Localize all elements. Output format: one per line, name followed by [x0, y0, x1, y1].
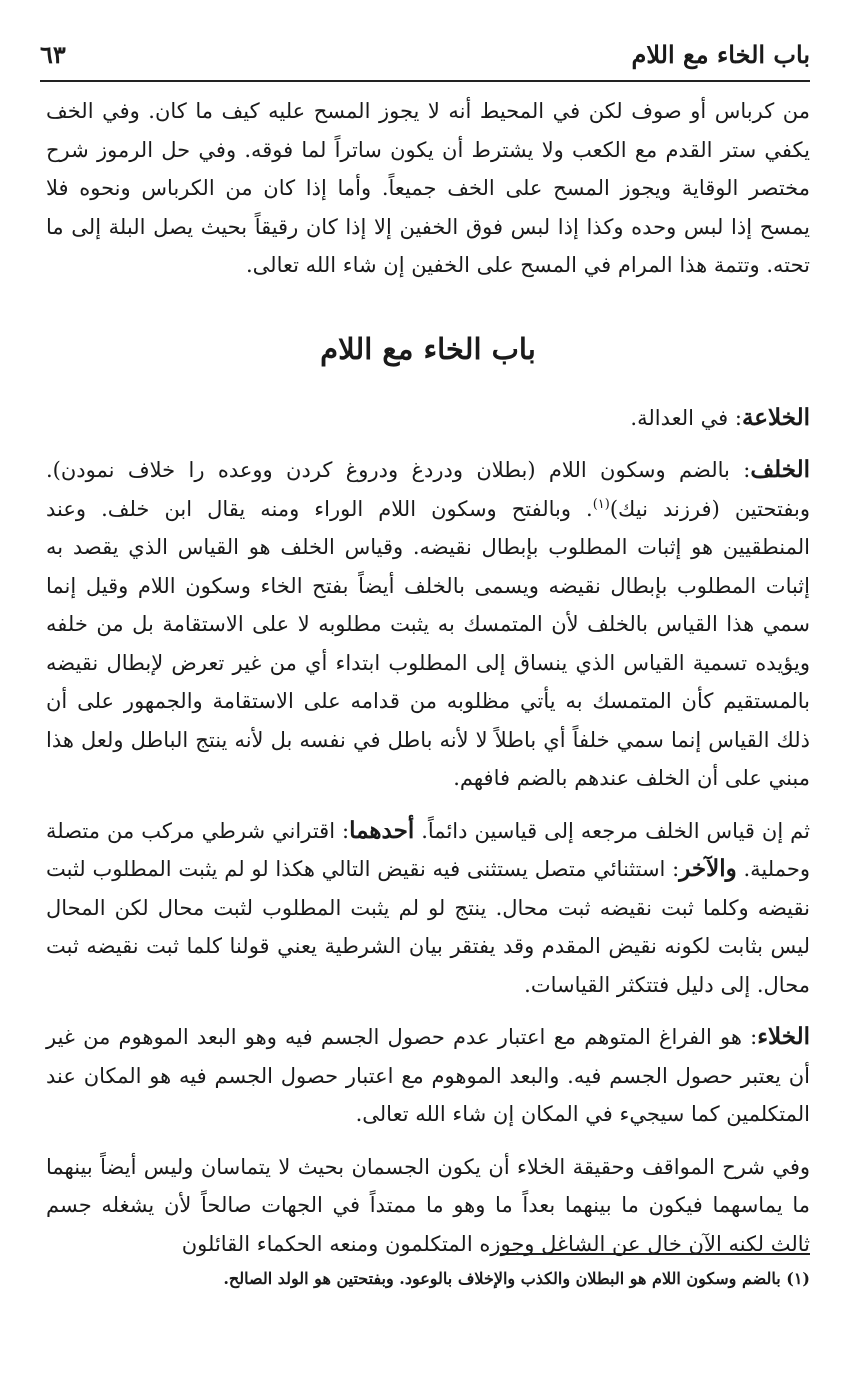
page-number: ٦٣ — [40, 39, 66, 69]
footnote-rule — [500, 1253, 810, 1255]
entry-text: : استثنائي متصل يستثنى فيه نقيض التالي هكذا لو لم يثبت المطلوب لثبت نقيضه وكلما ثبت نقيضه ثبت محال. ينتج لو لم يثبت المطلوب لثبت محال لكن المحال ليس بثابت لكونه نقيض المقدم وقد يفتقر بيان الشرطية يعني قولنا كلما ثبت نقيضه ثبت محال. إلى دليل فتتكثر القياسات. — [46, 857, 810, 997]
entry-khalaa-void-continuation: وفي شرح المواقف وحقيقة الخلاء أن يكون الجسمان بحيث لا يتماسان وليس أيضاً بينهما ما يماسهما فيكون ما بينهما بعداً ما وهو ما ممتداً في الجهات صالحاً لأن يشغله جسم ثالث لكنه الآن خال عن الشاغل وجوزه المتكلمون ومنعه الحكماء القائلون — [46, 1154, 810, 1256]
inline-term-first: أحدهما — [349, 816, 415, 844]
entry-term: الخلاء — [757, 1023, 810, 1050]
entry-text: هو الفراغ المتوهم مع اعتبار عدم حصول الجسم فيه وهو البعد الموهوم من غير أن يعتبر حصول الجسم فيه. والبعد الموهوم مع اعتبار حصول الجسم فيه هو المكان عند المتكلمين كما سيجيء في المكان إن شاء الله تعالى. — [46, 1025, 810, 1126]
entry-khalaa-void — [46, 1018, 810, 1134]
running-title: باب الخاء مع اللام — [631, 39, 810, 69]
term-separator: : — [741, 1025, 758, 1049]
body-text — [46, 92, 810, 1263]
entry-text-continued: . وبالفتح وسكون اللام الوراء ومنه يقال ابن خلف. وعند المنطقيين هو إثبات المطلوب بإبطال نقيضه. وقياس الخلف هو القياس الذي يقصد به إثبات المطلوب بإبطال نقيضه ويسمى بالخلف أيضاً بفتح الخاء وسكون اللام وقيل إنما سمي هذا القياس بالخلف لأن المتمسك به يثبت مطلوبه لا على الاستقامة بل من خلفه ويؤيده تسمية القياس الذي ينساق إلى المطلوب ابتداء أي من غير تعرض لإبطال نقيضه بالمستقيم كأن المتمسك به يأتي مظلوبه من قدامه على الاستقامة والجمهور على أن ذلك القياس إنما سمي خلفاً أي باطلاً لا لأنه باطل في نفسه بل لأنه ينتج الباطل ولعل هذا مبني على أن الخلف عندهم بالضم فافهم. — [46, 496, 810, 790]
entry-text: في العدالة. — [630, 405, 729, 430]
term-separator: : — [729, 458, 751, 482]
footnote-marker: (١) — [786, 1269, 810, 1288]
section-heading: باب الخاء مع اللام — [320, 331, 536, 366]
intro-paragraph: من كرباس أو صوف لكن في المحيط أنه لا يجوز المسح عليه كيف ما كان. وفي الخف يكفي ستر القدم مع الكعب ولا يشترط أن يكون ساتراً لما فوقه. وفي حل الرموز شرح مختصر الوقاية ويجوز المسح على الخف جميعاً. وأما إذا كان من الكرباس ونحوه فلا يمسح إذا لبس وحده وكذا إذا لبس فوق الخفين إلا إذا كان رقيقاً بحيث يصل البلة إلى ما تحته. وتتمة هذا المرام في المسح على الخفين إن شاء الله تعالى. — [46, 99, 810, 277]
entry-text: : اقتراني شرطي مركب من متصلة وحملية. — [46, 818, 810, 881]
running-head — [40, 32, 810, 76]
entry-text: بالضم وسكون اللام (بطلان ودردغ ودروغ كردن ووعده را خلاف نمودن). وبفتحتين (فرزند نيك) — [46, 458, 810, 521]
header-rule — [40, 80, 810, 82]
entry-text: ثم إن قياس الخلف مرجعه إلى قياسين دائماً. — [414, 818, 811, 843]
inline-term-second: والآخر — [679, 855, 737, 882]
footnote-text: بالضم وسكون اللام هو البطلان والكذب والإخلاف بالوعود. وبفتحتين هو الولد الصالح. — [223, 1269, 781, 1288]
footnote-reference[interactable]: (١) — [592, 496, 610, 512]
term-separator: : — [728, 405, 742, 430]
entry-term: الخلاعة — [741, 403, 810, 431]
footnote — [40, 1264, 810, 1294]
entry-term: الخلف — [750, 456, 810, 483]
entry-khalaa — [46, 399, 810, 438]
entry-khalf — [46, 451, 810, 798]
entry-khalf-continuation — [46, 812, 810, 1005]
